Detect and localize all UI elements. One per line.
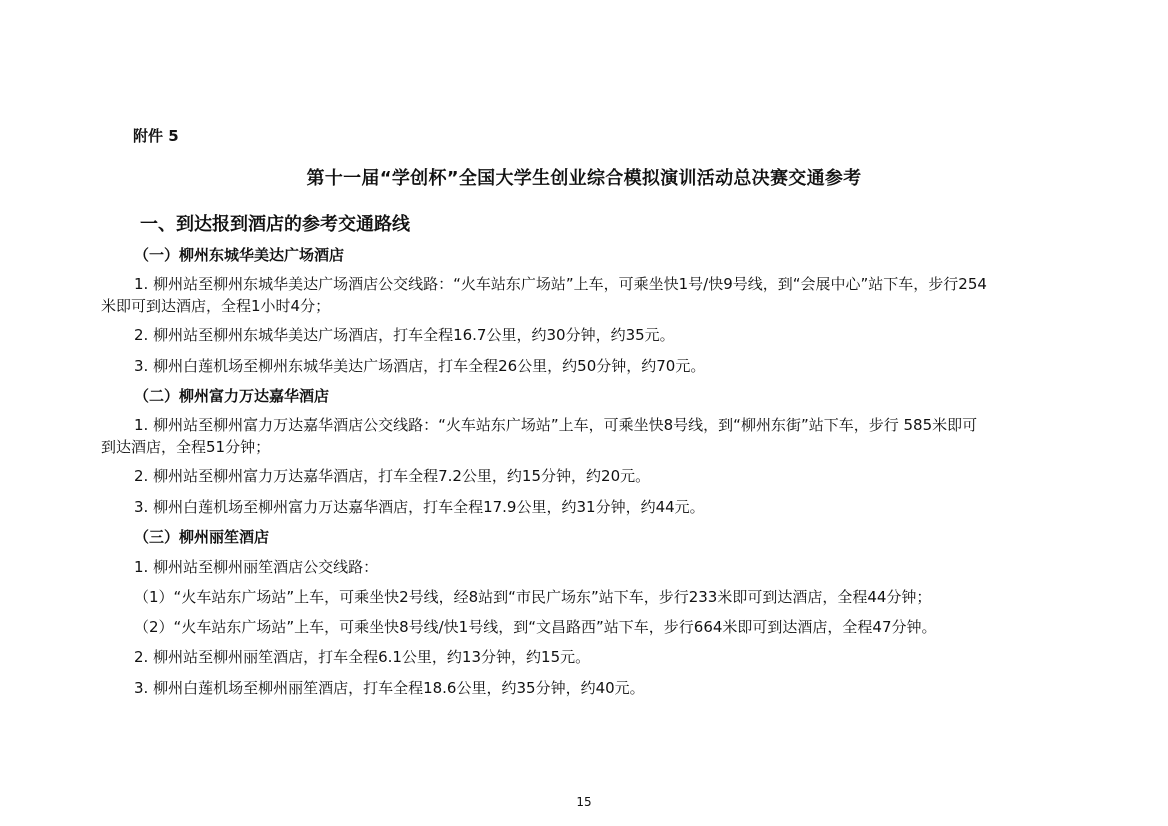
route-line-continuation: 米即可到达酒店，全程1小时4分； [101,297,331,315]
page-number: 15 [576,795,592,809]
route-option: （1）“火车站东广场站”上车，可乘坐快2号线，经8站到“市民广场东”站下车，步行233米即可到达酒店，全程44分钟； [134,588,932,606]
attachment-label: 附件 5 [133,127,179,145]
route-option: （2）“火车站东广场站”上车，可乘坐快8号线/快1号线，到“文昌路西”站下车，步行664米即可到达酒店，全程47分钟。 [134,618,937,636]
hotel-heading-2: （二）柳州富力万达嘉华酒店 [134,387,330,405]
route-line: 2. 柳州站至柳州丽笙酒店，打车全程6.1公里，约13分钟，约15元。 [134,648,591,666]
document-title: 第十一届“学创杯”全国大学生创业综合模拟演训活动总决赛交通参考 [306,168,862,189]
route-line: 1. 柳州站至柳州丽笙酒店公交线路： [134,558,379,576]
hotel-heading-1: （一）柳州东城华美达广场酒店 [134,246,345,264]
route-line: 3. 柳州白莲机场至柳州丽笙酒店，打车全程18.6公里，约35分钟，约40元。 [134,679,645,697]
route-line-continuation: 到达酒店，全程51分钟； [101,438,271,456]
hotel-heading-3: （三）柳州丽笙酒店 [134,528,270,546]
route-line: 1. 柳州站至柳州东城华美达广场酒店公交线路：“火车站东广场站”上车，可乘坐快1号/快9号线，到“会展中心”站下车，步行254 [134,275,987,293]
route-line: 1. 柳州站至柳州富力万达嘉华酒店公交线路：“火车站东广场站”上车，可乘坐快8号线，到“柳州东街”站下车，步行 585米即可 [134,416,978,434]
section-heading: 一、到达报到酒店的参考交通路线 [140,214,410,235]
route-line: 2. 柳州站至柳州富力万达嘉华酒店，打车全程7.2公里，约15分钟，约20元。 [134,467,651,485]
route-line: 2. 柳州站至柳州东城华美达广场酒店，打车全程16.7公里，约30分钟，约35元。 [134,326,675,344]
route-line: 3. 柳州白莲机场至柳州富力万达嘉华酒店，打车全程17.9公里，约31分钟，约44元。 [134,498,705,516]
route-line: 3. 柳州白莲机场至柳州东城华美达广场酒店，打车全程26公里，约50分钟，约70元。 [134,357,706,375]
